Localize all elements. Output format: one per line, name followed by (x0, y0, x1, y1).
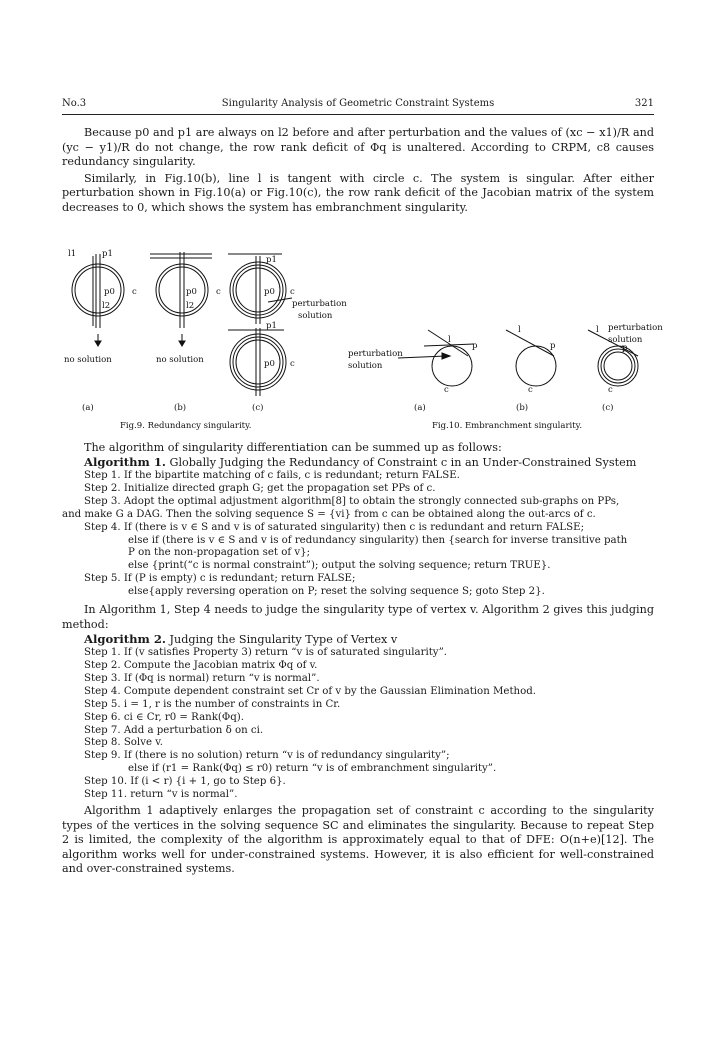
fig10a-label-solution: solution (348, 361, 383, 371)
algorithm-2-heading (62, 632, 654, 647)
final-paragraph: Algorithm 1 adaptively enlarges the propagation set of constraint c according to the singularity types of the vertices in the solving sequence SC and eliminates the singularity. Because to repeat Step 2 is limited, the complexity of the algorithm is approximately equal to that of DFE: O(n+e)[12]. The algorithm works well for under-constrained systems. However, it is also efficient for well-constrained and over-constrained systems. (62, 803, 654, 876)
fig9-label-l2: l2 (102, 301, 111, 311)
algo2-step: Step 1. If (v satisfies Property 3) return “v is of saturated singularity”. (84, 647, 448, 659)
summary-text: The algorithm of singularity differentiation can be summed up as follows: (84, 441, 502, 454)
intro-text (62, 126, 654, 216)
fig10c-label-solution: solution (608, 335, 643, 345)
fig9c-label-perturbation: perturbation (292, 299, 347, 309)
algo2-step: Step 3. If (Φq is normal) return “v is normal”. (84, 672, 320, 684)
algo2-step: Step 4. Compute dependent constraint set Cr of v by the Gaussian Elimination Method. (84, 685, 537, 697)
fig10c-label-c: c (608, 385, 613, 395)
fig9-label-c: c (132, 287, 137, 297)
algorithm-1-title: Algorithm 1. (84, 455, 166, 469)
figures-svg (62, 249, 663, 436)
fig9c-label-solution: solution (298, 311, 333, 321)
fig9b-label-p0: p0 (186, 287, 197, 297)
algo1-step-continued: else if (there is v ∈ S and v is of redundancy singularity) then {search for inverse transitive path (128, 534, 628, 546)
fig10b-label-l: l (518, 325, 521, 335)
fig9-sub-b: (b) (174, 403, 187, 413)
algorithm-2-steps (62, 647, 654, 802)
algo2-step: Step 10. If (i < r) {i + 1, go to Step 6}. (84, 776, 286, 788)
fig9-label-l1: l1 (68, 249, 77, 259)
running-header (62, 98, 654, 115)
fig9-label-p0: p0 (104, 287, 115, 297)
algorithm-1-steps (62, 470, 654, 599)
algo1-step: Step 2. Initialize directed graph G; get the propagation set PPs of c. (84, 482, 436, 494)
algo1-step: Step 3. Adopt the optimal adjustment algorithm[8] to obtain the strongly connected sub-graphs on PPs, (84, 495, 620, 507)
algo1-step-continued: P on the non-propagation set of v}; (128, 547, 311, 559)
algo2-step: Step 8. Solve v. (84, 737, 163, 749)
fig9-caption: Fig.9. Redundancy singularity. (120, 421, 252, 431)
fig9c-bottom-label-p0: p0 (264, 359, 275, 369)
fig10-caption: Fig.10. Embranchment singularity. (432, 421, 583, 431)
algo2-step: Step 2. Compute the Jacobian matrix Φq of v. (84, 659, 318, 671)
algo1-step: Step 5. If (P is empty) c is redundant; return FALSE; (84, 573, 356, 585)
intro-paragraph-2: Similarly, in Fig.10(b), line l is tangent with circle c. The system is singular. After either perturbation shown in Fig.10(a) or Fig.10(c), the row rank deficit of the Jacobian matrix of the system decreases to 0, which shows the system has embranchment singularity. (62, 171, 654, 214)
fig9c-label-p0: p0 (264, 287, 275, 297)
fig10b-drawing (506, 330, 556, 386)
fig9a-drawing (72, 254, 124, 346)
algorithm-1-heading (62, 455, 654, 470)
mid-paragraph: In Algorithm 1, Step 4 needs to judge the singularity type of vertex v. Algorithm 2 gives this judging method: (62, 603, 654, 632)
fig9c-bottom-label-p1: p1 (266, 321, 277, 331)
fig10a-label-perturbation: perturbation (348, 349, 403, 359)
algorithm-2-description: Judging the Singularity Type of Vertex v (169, 633, 398, 647)
algorithm-2-title: Algorithm 2. (84, 632, 166, 647)
fig10c-label-perturbation: perturbation (608, 323, 663, 333)
algo1-step-continued: else{apply reversing operation on P; reset the solving sequence S; goto Step 2}. (128, 586, 545, 598)
fig10a-label-p: p (472, 341, 478, 351)
algo2-step: Step 6. ci ∈ Cr, r0 = Rank(Φq). (84, 711, 244, 723)
algo1-step: Step 4. If (there is v ∈ S and v is of saturated singularity) then c is redundant and return FALSE; (84, 521, 585, 533)
fig10-sub-a: (a) (414, 403, 426, 413)
fig9c-bottom-label-c: c (290, 359, 295, 369)
fig10-sub-c: (c) (602, 403, 614, 413)
fig10b-label-p: p (550, 341, 556, 351)
algo2-step: Step 11. return “v is normal”. (84, 789, 238, 801)
fig10a-drawing (398, 330, 474, 386)
fig9a-no-solution: no solution (64, 355, 112, 365)
algo2-step: Step 7. Add a perturbation δ on ci. (84, 724, 264, 736)
algo2-step-continued: else if (r1 = Rank(Φq) ≤ r0) return “v is of embranchment singularity”. (128, 763, 497, 775)
fig10a-label-c: c (444, 385, 449, 395)
fig10a-label-l: l (448, 335, 451, 345)
running-title: Singularity Analysis of Geometric Constraint Systems (221, 98, 495, 109)
fig9b-no-solution: no solution (156, 355, 204, 365)
page-number: 321 (634, 98, 654, 109)
fig9-sub-a: (a) (82, 403, 94, 413)
fig10-sub-b: (b) (516, 403, 529, 413)
fig9b-label-c: c (216, 287, 221, 297)
fig9b-drawing (150, 252, 212, 346)
fig10b-label-c: c (528, 385, 533, 395)
fig9-sub-c: (c) (252, 403, 264, 413)
fig9c-label-c: c (290, 287, 295, 297)
issue-number: No.3 (62, 98, 87, 109)
figure-area (62, 249, 663, 436)
algorithm-1-description: Globally Judging the Redundancy of Constraint c in an Under-Constrained System (169, 456, 637, 469)
fig9c-bottom-drawing (228, 328, 286, 396)
algo1-step-continued: and make G a DAG. Then the solving sequence S = {vi} from c can be obtained along the out-arcs of c. (62, 508, 596, 520)
algo1-step-continued: else {print(“c is normal constraint”); output the solving sequence; return TRUE}. (128, 560, 551, 572)
algo2-step: Step 9. If (there is no solution) return “v is of redundancy singularity”; (84, 750, 450, 762)
fig9-label-p1: p1 (102, 249, 113, 259)
fig9b-label-l2: l2 (186, 301, 195, 311)
intro-paragraph-1: Because p0 and p1 are always on l2 before and after perturbation and the values of (xc − x1)/R and (yc − y1)/R do not change, the row rank deficit of Φq is unaltered. According to CRPM, c8 causes redundancy singularity. (62, 126, 654, 169)
algo1-step: Step 1. If the bipartite matching of c fails, c is redundant; return FALSE. (84, 470, 460, 481)
fig10c-label-p: p (622, 343, 628, 353)
algorithm-section (62, 440, 654, 877)
fig9c-top-drawing (228, 254, 292, 324)
fig10c-label-l: l (596, 325, 599, 335)
fig9c-label-p1: p1 (266, 255, 277, 265)
algo2-step: Step 5. i = 1, r is the number of constraints in Cr. (84, 698, 341, 710)
